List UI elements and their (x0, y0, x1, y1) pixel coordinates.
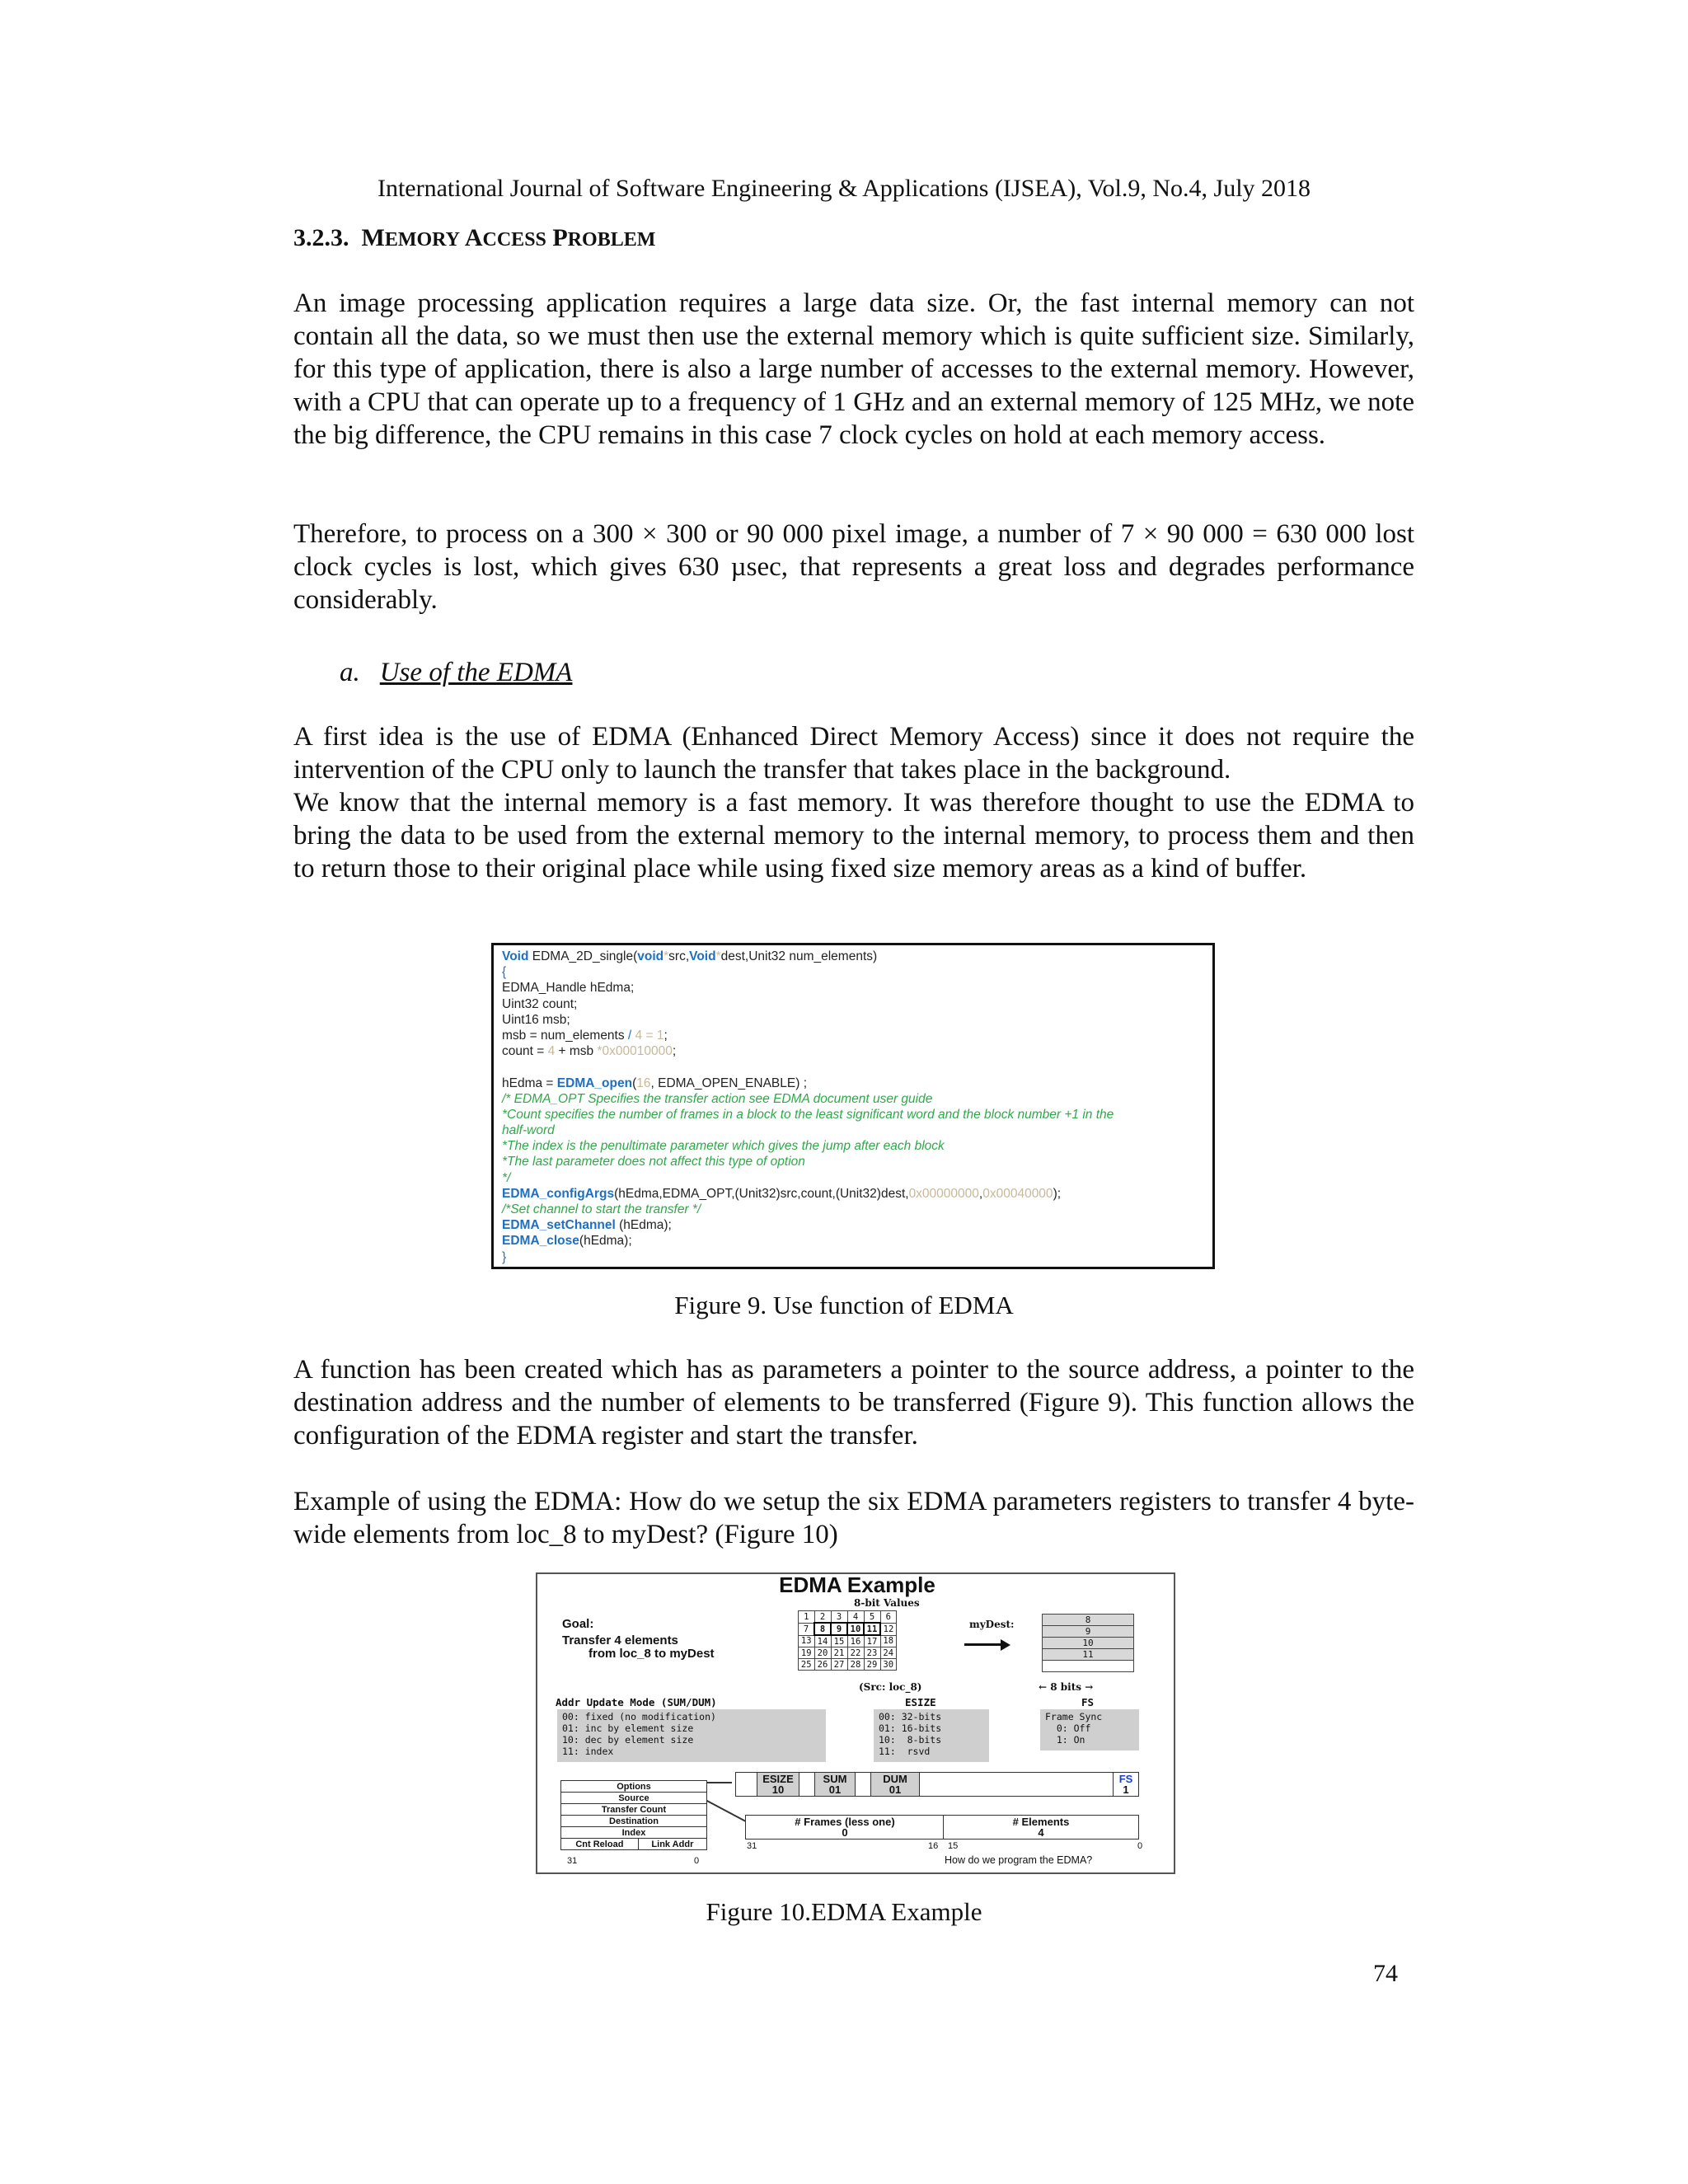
code-token: ); (1053, 1186, 1062, 1201)
code-token: EDMA_Handle hEdma; (502, 981, 635, 996)
code-token: msb = num_elements (502, 1028, 628, 1043)
grid-cell: 29 (864, 1659, 880, 1671)
register-row: Index (561, 1827, 707, 1839)
code-line (502, 1154, 1204, 1169)
code-line (502, 1138, 1204, 1154)
grid-cell: 23 (864, 1647, 880, 1659)
code-token: half-word (502, 1123, 555, 1138)
register-row: Link Addr (638, 1839, 706, 1850)
grid-cell: 11 (864, 1623, 880, 1635)
arrow-shaft (964, 1643, 1004, 1646)
figure-9-caption: Figure 9. Use function of EDMA (674, 1291, 1014, 1319)
destination-values-column (1042, 1614, 1134, 1672)
code-token: { (502, 965, 507, 980)
code-token: EDMA_configArgs (502, 1186, 615, 1201)
code-line (502, 1249, 1204, 1265)
dum-field: DUM 01 (870, 1772, 920, 1797)
subsection-heading (340, 658, 572, 688)
esize-options: 00: 32-bits 01: 16-bits 10: 8-bits 11: rsvd (874, 1709, 989, 1762)
code-token: /* EDMA_OPT Specifies the transfer action see EDMA document user guide (502, 1091, 933, 1106)
grid-cell: 25 (799, 1659, 815, 1671)
code-token: *The last parameter does not affect this type of option (502, 1155, 805, 1169)
code-line (502, 1107, 1204, 1122)
section-heading (293, 224, 655, 252)
grid-cell: 20 (814, 1647, 831, 1659)
esize-field: ESIZE 10 (757, 1772, 799, 1797)
sum-field: SUM 01 (814, 1772, 856, 1797)
goal-label: Goal: (562, 1617, 594, 1631)
code-token: (hEdma); (579, 1234, 632, 1249)
paragraph-edma-example: Example of using the EDMA: How do we setup the six EDMA parameters registers to transfer 4 byte-wide elements from loc_8 to myDest? (Figure 10) (293, 1487, 1414, 1549)
paragraph-internal-memory: We know that the internal memory is a fast memory. It was therefore thought to use the EDMA to bring the data to be used from the external memory to the internal memory, to process them and then to return those to their original place while using fixed size memory areas as a kind of buffer. (293, 788, 1414, 883)
code-line (502, 1122, 1204, 1138)
subsection-title: Use of the EDMA (379, 658, 573, 687)
grid-cell: 30 (880, 1659, 897, 1671)
grid-cell: 1 (799, 1611, 815, 1624)
destination-cell: 11 (1043, 1649, 1134, 1661)
code-token: ( (632, 1076, 637, 1090)
paragraph-lost-cycles: Therefore, to process on a 300 × 300 or 90 000 pixel image, a number of 7 × 90 000 = 630 000 lost clock cycles is lost, which gives 630 µsec, that represents a great loss and degrades performance considerably. (293, 519, 1414, 615)
connector-transfer-count (706, 1800, 751, 1824)
figure-10-caption: Figure 10.EDMA Example (706, 1897, 982, 1926)
grid-cell: 16 (847, 1635, 864, 1647)
register-row: Destination (561, 1816, 707, 1827)
destination-cell: 10 (1043, 1638, 1134, 1649)
count-bit-15: 15 (948, 1841, 959, 1851)
grid-cell: 8 (814, 1623, 831, 1635)
grid-cell: 5 (864, 1611, 880, 1624)
code-line (502, 1217, 1204, 1233)
code-token: */ (502, 1170, 511, 1185)
grid-cell: 15 (831, 1635, 847, 1647)
code-token: (hEdma,EDMA_OPT,(Unit32)src,count,(Unit32)dest, (614, 1186, 909, 1201)
count-bit-16: 16 (928, 1841, 939, 1851)
paragraph-memory-problem: An image processing application requires a large data size. Or, the fast internal memory can not contain all the data, so we must then use the external memory which is quite sufficient size. Similarly, for this type of application, there is also a large number of accesses to the external memory. However, with a CPU that can operate up to a frequency of 1 GHz and an external memory of 125 MHz, we note the big difference, the CPU remains in this case 7 clock cycles on hold at each memory access. (293, 288, 1414, 450)
code-line (502, 1233, 1204, 1249)
options-bit-0: 0 (694, 1856, 700, 1866)
subsection-letter: a. (340, 658, 360, 687)
code-token: 16 (636, 1076, 651, 1090)
code-token: 0x00000000 (908, 1186, 979, 1201)
code-line (502, 1186, 1204, 1202)
code-token: * (715, 949, 721, 963)
register-row: Options (561, 1781, 707, 1793)
fs-label: FS (1081, 1696, 1095, 1708)
code-line (502, 1059, 1204, 1075)
code-line (502, 1170, 1204, 1186)
register-row: Cnt Reload (561, 1839, 639, 1850)
grid-cell: 17 (864, 1635, 880, 1647)
values-label: 8-bit Values (854, 1597, 920, 1609)
grid-cell: 19 (799, 1647, 815, 1659)
bits-width-indicator: ← 8 bits → (1039, 1681, 1094, 1693)
code-token: } (502, 1249, 507, 1264)
code-line (502, 1202, 1204, 1217)
addr-mode-options: 00: fixed (no modification) 01: inc by element size 10: dec by element size 11: index (557, 1709, 826, 1762)
code-token: / (627, 1028, 635, 1043)
section-number: 3.2.3. (293, 224, 349, 251)
arrow-head-icon (1001, 1639, 1010, 1651)
esize-label: ESIZE (905, 1696, 936, 1708)
grid-cell: 10 (847, 1623, 864, 1635)
page-number: 74 (1373, 1960, 1398, 1987)
code-line (502, 1012, 1204, 1028)
code-token: Void (502, 949, 529, 963)
section-title-word-2: ACCESS (464, 224, 546, 251)
elements-field: # Elements 4 (943, 1815, 1139, 1840)
code-token: 4 = 1 (635, 1028, 664, 1043)
connector-options (707, 1782, 732, 1783)
destination-cell: 9 (1043, 1626, 1134, 1638)
code-token: void (637, 949, 664, 963)
addr-mode-label: Addr Update Mode (SUM/DUM) (556, 1696, 717, 1708)
code-token: Uint32 count; (502, 996, 578, 1011)
code-line (502, 980, 1204, 996)
grid-cell: 28 (847, 1659, 864, 1671)
code-line (502, 964, 1204, 980)
parameter-register-stack (560, 1780, 707, 1850)
section-title-word-3: PROBLEM (552, 224, 656, 251)
code-line (502, 1076, 1204, 1091)
grid-cell: 18 (880, 1635, 897, 1647)
code-token: *0x00010000 (597, 1044, 673, 1059)
grid-cell: 14 (814, 1635, 831, 1647)
code-token: /*Set channel to start the transfer */ (502, 1202, 701, 1216)
grid-cell: 3 (831, 1611, 847, 1624)
code-token: ; (663, 1028, 668, 1043)
code-token: count = (502, 1044, 548, 1059)
register-row: Source (561, 1793, 707, 1804)
frames-field: # Frames (less one) 0 (745, 1815, 945, 1840)
code-token: EDMA_setChannel (502, 1218, 616, 1233)
code-token: 4 (547, 1044, 556, 1059)
grid-cell: 4 (847, 1611, 864, 1624)
source-label: (Src: loc_8) (859, 1681, 922, 1693)
figure-9-code-listing (491, 943, 1215, 1269)
destination-cell: 8 (1043, 1615, 1134, 1626)
code-token: hEdma = (502, 1076, 557, 1090)
code-line (502, 949, 1204, 964)
count-bit-31: 31 (747, 1841, 757, 1851)
grid-cell: 7 (799, 1623, 815, 1635)
code-token: , EDMA_OPEN_ENABLE) ; (650, 1076, 808, 1090)
grid-cell: 24 (880, 1647, 897, 1659)
goal-text-line-2: from loc_8 to myDest (588, 1647, 715, 1661)
code-line (502, 1028, 1204, 1043)
code-token: *The index is the penultimate parameter which gives the jump after each block (502, 1139, 945, 1154)
code-token: Void (689, 949, 716, 963)
destination-cell (1043, 1661, 1134, 1672)
code-line (502, 1043, 1204, 1059)
grid-cell: 21 (831, 1647, 847, 1659)
source-values-grid (798, 1610, 897, 1671)
register-row: Transfer Count (561, 1804, 707, 1816)
code-line (502, 996, 1204, 1012)
paragraph-function-description: A function has been created which has as parameters a pointer to the source address, a pointer to the destination address and the number of elements to be transferred (Figure 9). This function allows the configuration of the EDMA register and start the transfer. (293, 1355, 1414, 1451)
figure-10-edma-diagram (536, 1572, 1175, 1874)
code-token: ; (672, 1044, 677, 1059)
code-token: 0x00040000 (982, 1186, 1053, 1201)
code-token: * (663, 949, 669, 963)
destination-label: myDest: (969, 1619, 1015, 1630)
code-token: EDMA_2D_single( (528, 949, 638, 963)
section-title-word-1: MEMORY (361, 224, 460, 251)
code-token: EDMA_open (556, 1076, 633, 1090)
grid-cell: 12 (880, 1623, 897, 1635)
grid-cell: 6 (880, 1611, 897, 1624)
fs-field: FS 1 (1113, 1772, 1139, 1797)
paragraph-edma-idea: A first idea is the use of EDMA (Enhanced Direct Memory Access) since it does not require the intervention of the CPU only to launch the transfer that takes place in the background. (293, 722, 1414, 785)
count-bit-0: 0 (1137, 1841, 1143, 1851)
grid-cell: 26 (814, 1659, 831, 1671)
code-token: + msb (555, 1044, 598, 1059)
code-token: src, (668, 949, 690, 963)
grid-cell: 2 (814, 1611, 831, 1624)
code-token: *Count specifies the number of frames in a block to the least significant word and the block number +1 in the (502, 1107, 1114, 1122)
options-bit-31: 31 (567, 1856, 578, 1866)
fs-options: Frame Sync 0: Off 1: On (1040, 1709, 1139, 1750)
grid-cell: 22 (847, 1647, 864, 1659)
grid-cell: 9 (831, 1623, 847, 1635)
edma-diagram-title: EDMA Example (779, 1572, 935, 1597)
grid-cell: 13 (799, 1635, 815, 1647)
code-token: (hEdma); (615, 1218, 672, 1233)
code-token: Uint16 msb; (502, 1012, 570, 1027)
code-token: , (978, 1186, 983, 1201)
code-token: dest,Unit32 num_elements) (720, 949, 878, 963)
grid-cell: 27 (831, 1659, 847, 1671)
code-token: EDMA_close (502, 1234, 579, 1249)
journal-header: International Journal of Software Engineering & Applications (IJSEA), Vol.9, No.4, July 2018 (377, 175, 1311, 202)
code-line (502, 1091, 1204, 1107)
diagram-question: How do we program the EDMA? (945, 1854, 1093, 1866)
goal-text-line-1: Transfer 4 elements (562, 1633, 678, 1647)
